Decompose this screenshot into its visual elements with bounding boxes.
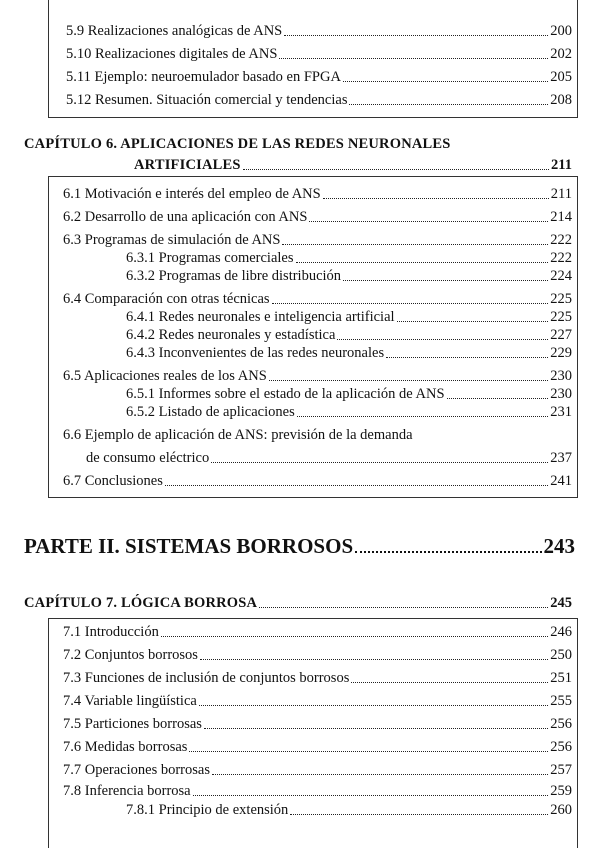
- toc-entry-page: 255: [550, 693, 572, 709]
- toc-entry-page: 251: [550, 670, 572, 686]
- dot-leader: [272, 302, 549, 304]
- part2-heading[interactable]: [24, 534, 575, 558]
- dot-leader: [290, 813, 548, 815]
- dot-leader: [349, 103, 548, 105]
- dot-leader: [212, 773, 548, 775]
- dot-leader: [297, 415, 549, 417]
- toc-entry[interactable]: [66, 45, 572, 63]
- toc-entry-title: 5.9 Realizaciones analógicas de ANS: [66, 23, 283, 39]
- toc-subentry[interactable]: [126, 344, 572, 362]
- dot-leader: [284, 34, 548, 36]
- toc-subentry[interactable]: [126, 801, 572, 819]
- toc-entry-page: 211: [550, 186, 572, 202]
- toc-entry-page: 250: [550, 647, 572, 663]
- toc-entry-title: 6.4.1 Redes neuronales e inteligencia artificial: [126, 309, 395, 325]
- toc-entry-title: 7.8 Inferencia borrosa: [63, 783, 191, 799]
- toc-entry-page: 259: [550, 783, 572, 799]
- toc-entry-page: 229: [550, 345, 572, 361]
- toc-entry-title: 7.2 Conjuntos borrosos: [63, 647, 198, 663]
- dot-leader: [211, 461, 548, 463]
- toc-entry-title: 7.6 Medidas borrosas: [63, 739, 188, 755]
- toc-subentry[interactable]: [126, 385, 572, 403]
- toc-entry-page: 202: [550, 46, 572, 62]
- part2-page: 243: [543, 534, 575, 558]
- toc-entry-page: 225: [550, 291, 572, 307]
- toc-entry-title: 5.10 Realizaciones digitales de ANS: [66, 46, 278, 62]
- toc-entry-page: 227: [550, 327, 572, 343]
- toc-entry-page: 222: [550, 232, 572, 248]
- toc-subentry[interactable]: [126, 267, 572, 285]
- toc-entry[interactable]: [66, 22, 572, 40]
- dot-leader: [204, 727, 548, 729]
- dot-leader: [337, 338, 548, 340]
- toc-entry-title: 6.5.1 Informes sobre el estado de la aplicación de ANS: [126, 386, 445, 402]
- toc-entry-page: 257: [550, 762, 572, 778]
- toc-entry[interactable]: [63, 761, 572, 779]
- dot-leader: [161, 635, 548, 637]
- toc-entry-page: 256: [550, 716, 572, 732]
- toc-entry-title: 6.3.1 Programas comerciales: [126, 250, 294, 266]
- toc-entry-title: 7.5 Particiones borrosas: [63, 716, 202, 732]
- toc-entry[interactable]: [63, 185, 572, 203]
- chapter6-heading-line2[interactable]: [134, 156, 572, 174]
- toc-entry[interactable]: [63, 208, 572, 226]
- toc-entry[interactable]: [86, 449, 572, 467]
- toc-entry-page: 200: [550, 23, 572, 39]
- toc-entry-page: 231: [550, 404, 572, 420]
- toc-subentry[interactable]: [126, 249, 572, 267]
- toc-entry[interactable]: [63, 367, 572, 385]
- dot-leader: [343, 279, 548, 281]
- dot-leader: [296, 261, 549, 263]
- dot-leader: [243, 168, 549, 170]
- toc-subentry[interactable]: [126, 326, 572, 344]
- toc-entry-title: 5.11 Ejemplo: neuroemulador basado en FPGA: [66, 69, 341, 85]
- toc-entry[interactable]: [63, 669, 572, 687]
- dot-leader: [355, 550, 541, 553]
- toc-entry-page: 230: [550, 386, 572, 402]
- dot-leader: [269, 379, 548, 381]
- toc-subentry[interactable]: [126, 308, 572, 326]
- chapter6-title-cont: ARTIFICIALES: [134, 157, 241, 173]
- toc-entry[interactable]: [63, 782, 572, 800]
- toc-entry-title: 6.4.3 Inconvenientes de las redes neuronales: [126, 345, 385, 361]
- toc-entry-title: 6.1 Motivación e interés del empleo de ANS: [63, 186, 321, 202]
- toc-entry-title: 6.2 Desarrollo de una aplicación con ANS: [63, 209, 308, 225]
- toc-entry-page: 246: [550, 624, 572, 640]
- toc-entry-page: 237: [550, 450, 572, 466]
- dot-leader: [189, 750, 548, 752]
- chapter6-page: 211: [551, 157, 572, 173]
- toc-entry-page: 256: [550, 739, 572, 755]
- toc-entry-title: de consumo eléctrico: [86, 450, 210, 466]
- toc-entry[interactable]: [63, 646, 572, 664]
- dot-leader: [279, 57, 548, 59]
- dot-leader: [193, 794, 549, 796]
- toc-entry-title: 7.7 Operaciones borrosas: [63, 762, 210, 778]
- toc-entry-title: 6.4.2 Redes neuronales y estadística: [126, 327, 336, 343]
- toc-entry-title: 6.3.2 Programas de libre distribución: [126, 268, 342, 284]
- toc-entry-page: 225: [550, 309, 572, 325]
- toc-entry-title: 7.1 Introducción: [63, 624, 159, 640]
- dot-leader: [397, 320, 549, 322]
- toc-entry-page: 222: [550, 250, 572, 266]
- dot-leader: [282, 243, 548, 245]
- toc-entry-title: 5.12 Resumen. Situación comercial y tendencias: [66, 92, 348, 108]
- toc-entry-title: 6.3 Programas de simulación de ANS: [63, 232, 281, 248]
- chapter6-heading[interactable]: CAPÍTULO 6. APLICACIONES DE LAS REDES NEURONALES: [24, 136, 451, 152]
- toc-entry-title: 7.8.1 Principio de extensión: [126, 802, 289, 818]
- toc-entry-title: 6.4 Comparación con otras técnicas: [63, 291, 270, 307]
- toc-entry-page: 260: [550, 802, 572, 818]
- toc-entry[interactable]: [63, 715, 572, 733]
- toc-subentry[interactable]: [126, 403, 572, 421]
- chapter7-heading[interactable]: [24, 594, 572, 612]
- chapter7-page: 245: [550, 595, 572, 611]
- dot-leader: [200, 658, 548, 660]
- toc-entry[interactable]: [63, 290, 572, 308]
- toc-entry-title: 6.7 Conclusiones: [63, 473, 163, 489]
- chapter7-title: CAPÍTULO 7. LÓGICA BORROSA: [24, 595, 258, 611]
- toc-entry[interactable]: [63, 472, 572, 490]
- dot-leader: [323, 197, 549, 199]
- dot-leader: [386, 356, 548, 358]
- toc-entry[interactable]: [63, 231, 572, 249]
- dot-leader: [199, 704, 548, 706]
- toc-entry[interactable]: [66, 91, 572, 109]
- toc-entry-page: 208: [550, 92, 572, 108]
- toc-entry[interactable]: [63, 623, 572, 641]
- toc-entry-title[interactable]: 6.6 Ejemplo de aplicación de ANS: previsión de la demanda: [63, 427, 413, 443]
- dot-leader: [343, 80, 548, 82]
- dot-leader: [447, 397, 549, 399]
- dot-leader: [309, 220, 548, 222]
- dot-leader: [351, 681, 548, 683]
- toc-entry[interactable]: [63, 738, 572, 756]
- toc-entry-page: 205: [550, 69, 572, 85]
- toc-entry[interactable]: [66, 68, 572, 86]
- part2-title: PARTE II. SISTEMAS BORROSOS: [24, 534, 354, 558]
- toc-entry-title: 6.5 Aplicaciones reales de los ANS: [63, 368, 267, 384]
- toc-entry-title: 7.3 Funciones de inclusión de conjuntos borrosos: [63, 670, 350, 686]
- toc-entry-title: 6.5.2 Listado de aplicaciones: [126, 404, 295, 420]
- toc-entry-title: 7.4 Variable lingüística: [63, 693, 197, 709]
- dot-leader: [259, 606, 548, 608]
- toc-entry[interactable]: [63, 692, 572, 710]
- toc-entry-page: 230: [550, 368, 572, 384]
- dot-leader: [165, 484, 548, 486]
- toc-entry-page: 224: [550, 268, 572, 284]
- toc-entry-page: 214: [550, 209, 572, 225]
- toc-entry-page: 241: [550, 473, 572, 489]
